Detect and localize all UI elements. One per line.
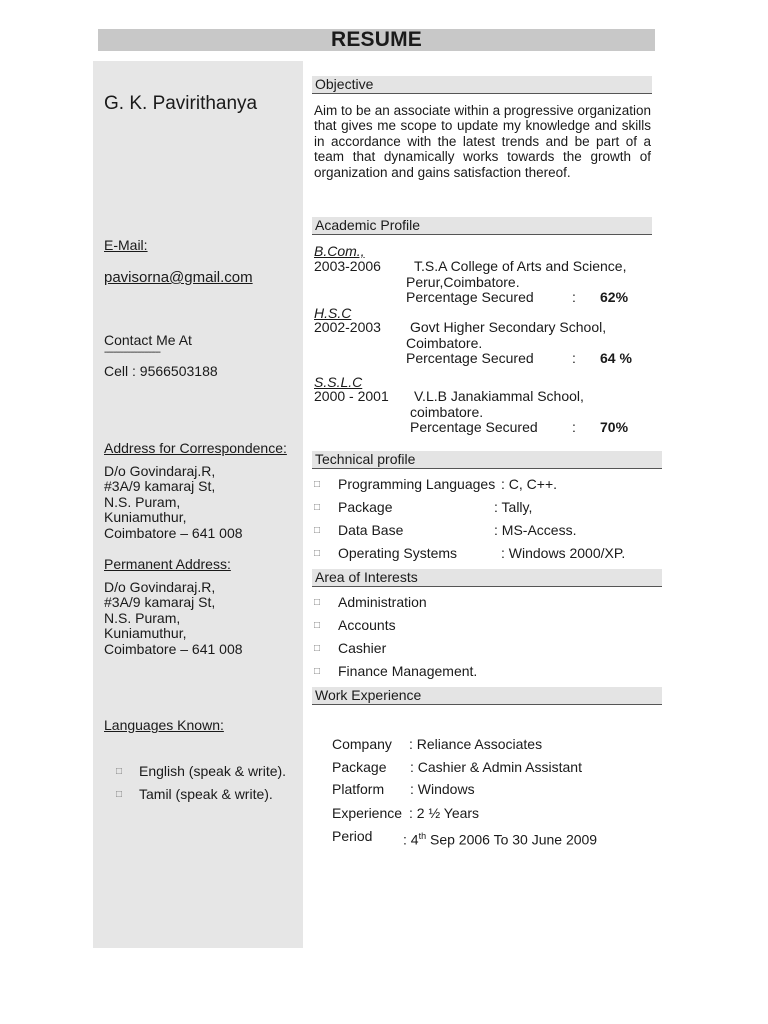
- bullet-icon: □: [314, 502, 321, 513]
- address-line: Kuniamuthur,: [104, 625, 187, 642]
- address-line: N.S. Puram,: [104, 493, 181, 510]
- degree-years: 2003-2006: [314, 258, 381, 274]
- institution-location: Coimbatore.: [406, 335, 483, 351]
- contact-label: Contact Me At: [104, 332, 192, 348]
- tech-value: : C, C++.: [501, 476, 558, 492]
- tech-label: Package: [338, 499, 393, 515]
- objective-heading: Objective: [315, 76, 374, 92]
- interest-item: Administration: [338, 594, 427, 610]
- bullet-icon: □: [314, 620, 321, 631]
- interest-item: Finance Management.: [338, 663, 478, 679]
- tech-value: : MS-Access.: [494, 522, 577, 538]
- contact-rule: ------------------------: [104, 347, 160, 358]
- institution-location: Perur,Coimbatore.: [406, 274, 520, 290]
- languages-label: Languages Known:: [104, 717, 224, 733]
- percentage-label: Percentage Secured: [406, 289, 534, 305]
- address-line: N.S. Puram,: [104, 609, 181, 626]
- tech-value: : Windows 2000/XP.: [501, 545, 626, 561]
- work-label: Experience: [332, 805, 403, 821]
- work-value: : 2 ½ Years: [409, 805, 480, 821]
- technical-header: [312, 451, 662, 469]
- percentage-colon: :: [572, 419, 576, 435]
- address-line: Coimbatore – 641 008: [104, 640, 243, 657]
- work-value: : Cashier & Admin Assistant: [410, 759, 582, 775]
- degree-title: S.S.L.C: [314, 374, 363, 390]
- tech-label: Operating Systems: [338, 545, 458, 561]
- academic-heading: Academic Profile: [315, 217, 421, 233]
- address-block: [104, 464, 243, 541]
- interests-heading: Area of Interests: [315, 569, 418, 585]
- interest-item: Accounts: [338, 617, 396, 633]
- ordinal-suffix: th: [418, 831, 427, 841]
- bullet-icon: □: [314, 597, 321, 608]
- permanent-address-block: [104, 580, 243, 657]
- work-period-value: [403, 829, 597, 848]
- work-value: Sep 2006 To 30 June 2009: [426, 831, 598, 848]
- percentage-label: Percentage Secured: [410, 419, 538, 435]
- language-item: English (speak & write).: [139, 763, 287, 779]
- percentage-colon: :: [572, 289, 576, 305]
- percentage-value: 62%: [600, 289, 629, 305]
- address-line: #3A/9 kamaraj St,: [104, 594, 216, 611]
- work-heading: Work Experience: [315, 687, 422, 703]
- bullet-icon: □: [314, 548, 321, 559]
- work-value: : 4: [403, 831, 419, 848]
- work-header: [312, 687, 662, 705]
- language-item: Tamil (speak & write).: [139, 786, 273, 802]
- objective-text: Aim to be an associate within a progressive organization that gives me scope to update my knowledge and skills in accordance with the latest trends and be part of a team that dynamically works towards the growth of organization and gains satisfaction thereof.: [314, 103, 651, 180]
- bullet-icon: □: [116, 766, 123, 777]
- bullet-icon: □: [314, 479, 321, 490]
- address-label: Address for Correspondence:: [104, 440, 287, 456]
- cell-number: Cell : 9566503188: [104, 363, 218, 379]
- institution: Govt Higher Secondary School,: [410, 319, 607, 335]
- tech-value: : Tally,: [494, 499, 533, 515]
- institution-location: coimbatore.: [410, 404, 484, 420]
- bullet-icon: □: [314, 666, 321, 677]
- bullet-icon: □: [314, 525, 321, 536]
- candidate-name: G. K. Pavirithanya: [104, 93, 258, 114]
- interest-item: Cashier: [338, 640, 387, 656]
- work-label: Period: [332, 828, 373, 844]
- institution: T.S.A College of Arts and Science,: [414, 258, 627, 274]
- email-label: E-Mail:: [104, 237, 148, 253]
- degree-years: 2000 - 2001: [314, 388, 389, 404]
- tech-label: Data Base: [338, 522, 404, 538]
- degree-title: B.Com.,: [314, 243, 365, 259]
- work-label: Package: [332, 759, 387, 775]
- work-label: Platform: [332, 781, 385, 797]
- work-value: : Windows: [410, 781, 475, 797]
- degree-title: H.S.C: [314, 305, 352, 321]
- email-link[interactable]: pavisorna@gmail.com: [104, 269, 253, 286]
- bullet-icon: □: [116, 789, 123, 800]
- address-line: #3A/9 kamaraj St,: [104, 478, 216, 495]
- work-label: Company: [332, 736, 392, 752]
- interests-header: [312, 569, 662, 587]
- percentage-colon: :: [572, 350, 576, 366]
- address-line: D/o Govindaraj.R,: [104, 463, 216, 479]
- address-line: Kuniamuthur,: [104, 509, 187, 526]
- degree-years: 2002-2003: [314, 319, 381, 335]
- resume-title: RESUME: [330, 28, 423, 51]
- objective-header: [312, 76, 652, 94]
- institution: V.L.B Janakiammal School,: [414, 388, 584, 404]
- tech-label: Programming Languages: [338, 476, 496, 492]
- address-line: Coimbatore – 641 008: [104, 524, 243, 541]
- percentage-value: 64 %: [600, 350, 632, 366]
- work-value: : Reliance Associates: [409, 736, 543, 752]
- percentage-value: 70%: [600, 419, 629, 435]
- permanent-address-label: Permanent Address:: [104, 556, 231, 572]
- percentage-label: Percentage Secured: [406, 350, 534, 366]
- academic-header: [312, 217, 652, 235]
- technical-heading: Technical profile: [315, 451, 416, 467]
- bullet-icon: □: [314, 643, 321, 654]
- address-line: D/o Govindaraj.R,: [104, 579, 216, 595]
